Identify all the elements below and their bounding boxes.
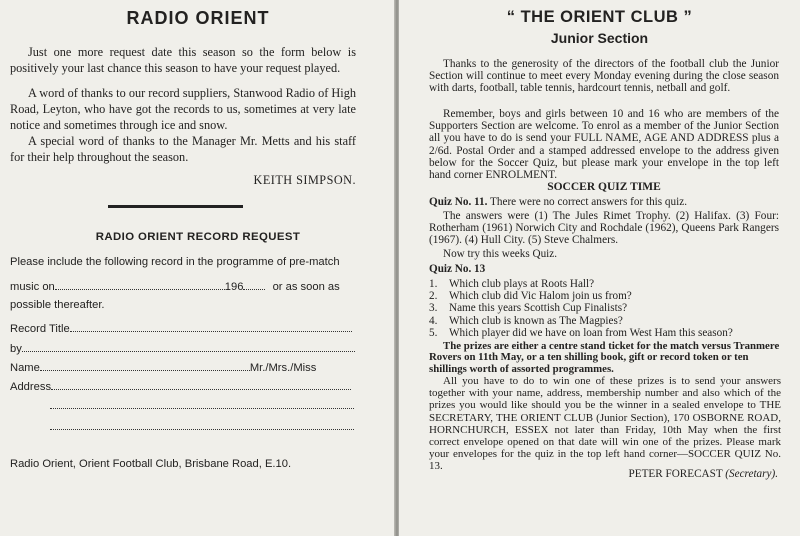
secretary-signoff: [629, 468, 778, 480]
record-title-label: Record Title: [10, 323, 70, 335]
record-title-row: [10, 321, 356, 336]
how-to-win-paragraph: All you have to do to win one of these prizes is to send your answers together with your name, address, membership number and also which of the prizes you would like should you be the winner in a sealed envelope to THE SECRETARY, THE ORIENT CLUB (Junior Section), 170 OSBORNE ROAD, HORNCHURCH, ESSEX not later than Friday, 10th May when the first correct envelope opened on that date will win one of the prizes. Please mark your envelopes for the quiz in the top left hand corner—SOCCER QUIZ No. 13.: [429, 375, 781, 473]
club-title: “ THE ORIENT CLUB ”: [506, 8, 693, 26]
address-row: [10, 379, 356, 394]
by-label: by: [10, 343, 22, 355]
form-intro: Please include the following record in the programme of pre-match: [10, 256, 340, 268]
address-label: Address: [10, 381, 52, 393]
date-field[interactable]: [55, 279, 225, 290]
left-page: [0, 0, 396, 536]
name-label: Name: [10, 362, 40, 374]
list-item: 2. Which club did Vic Halom join us from?: [429, 290, 632, 303]
list-item: 4. Which club is known as The Magpies?: [429, 314, 623, 327]
quiz-11-answers: The answers were (1) The Jules Rimet Trophy. (2) Halifax. (3) Four: Rotherham (1961) Norwich City and Rochdale (1962), Queens Park Rangers (1967). (4) Hull City. (5) Steve Chalmers.: [429, 210, 779, 247]
quiz-11-label: Quiz No. 11.: [429, 196, 488, 208]
address-field-2[interactable]: [50, 398, 354, 409]
name-field[interactable]: [40, 360, 250, 371]
quiz-13-label: Quiz No. 13: [429, 263, 486, 275]
list-item: 3. Name this years Scottish Cup Finalists?: [429, 302, 628, 315]
list-item: 5. Which player did we have on loan from West Ham this season?: [429, 326, 733, 339]
secretary-name: PETER FORECAST: [628, 468, 723, 480]
form-footer-address: Radio Orient, Orient Football Club, Brisbane Road, E.10.: [10, 458, 292, 470]
signature: KEITH SIMPSON.: [253, 173, 356, 187]
possible-thereafter: possible thereafter.: [10, 299, 105, 311]
intro-paragraph: Just one more request date this season so the form below is positively your last chance this season to have your request played.: [10, 45, 356, 75]
address-row-2: [50, 398, 396, 413]
quiz-13-questions: [429, 278, 789, 339]
music-on-row: [10, 279, 356, 294]
honorific-label: Mr./Mrs./Miss: [249, 362, 317, 374]
by-row: [10, 341, 356, 356]
prizes-paragraph: The prizes are either a centre stand ticket for the match versus Tranmere Rovers on 11th May, or a ten shilling book, gift or record token or ten shillings worth of assorted programmes.: [429, 340, 780, 375]
address-field-1[interactable]: [51, 379, 351, 390]
thanks-manager-paragraph: A special word of thanks to the Manager Mr. Metts and his staff for their help throughout the season.: [10, 134, 356, 164]
quiz-heading: SOCCER QUIZ TIME: [547, 181, 661, 193]
page-title: RADIO ORIENT: [126, 8, 270, 28]
list-item: 1. Which club plays at Roots Hall?: [429, 278, 595, 290]
year-label: 196: [224, 281, 244, 293]
address-row-3: [50, 419, 396, 434]
enrolment-paragraph: Remember, boys and girls between 10 and 16 who are members of the Supporters Section are welcome. To enrol as a member of the Junior Section all you have to do is send your FULL NAME, AGE AND ADDRESS plus a 2/6d. Postal Order and a stamped addressed envelope to the address given below for the Soccer Quiz, but please mark your envelope in the top left hand corner ENROLMENT.: [429, 108, 779, 182]
thanks-suppliers-paragraph: A word of thanks to our record suppliers, Stanwood Radio of High Road, Leyton, who have got the records to us, sometimes at very late notice and sometimes through ice and snow.: [10, 86, 356, 132]
address-field-3[interactable]: [50, 419, 354, 430]
quiz-11-line: [429, 196, 781, 208]
junior-intro-paragraph: Thanks to the generosity of the directors of the football club the Junior Section will continue to meet every Monday evening during the close season with darts, football, table tennis, hardcourt tennis, netball and golf.: [429, 58, 779, 95]
section-subtitle: Junior Section: [550, 30, 649, 46]
secretary-role: (Secretary).: [725, 468, 778, 480]
name-row: [10, 360, 356, 375]
record-title-field[interactable]: [70, 321, 352, 332]
divider: [108, 205, 243, 208]
quiz-11-text: There were no correct answers for this quiz.: [490, 196, 687, 208]
form-title: RADIO ORIENT RECORD REQUEST: [95, 231, 301, 243]
try-quiz-line: Now try this weeks Quiz.: [443, 248, 558, 260]
artist-field[interactable]: [22, 341, 355, 352]
as-soon-label: or as soon as: [272, 281, 340, 293]
year-field[interactable]: [243, 279, 265, 290]
music-on-label: music on: [10, 281, 55, 293]
right-page: [399, 0, 800, 536]
